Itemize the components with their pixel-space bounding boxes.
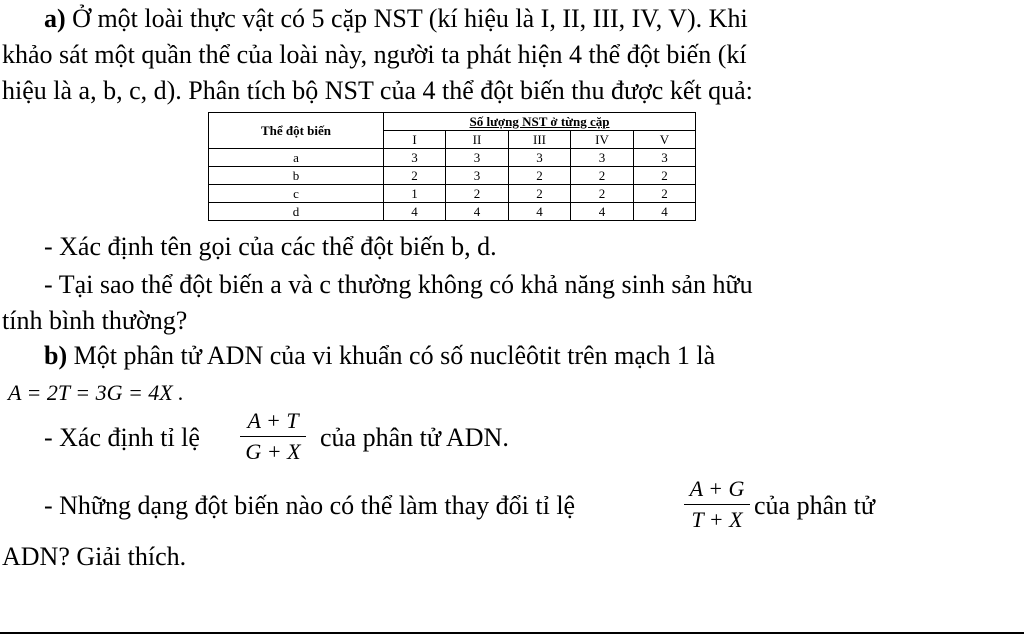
part-a-line-1: a) Ở một loài thực vật có 5 cặp NST (kí hiệu là I, II, III, IV, V). Khi [44,4,748,33]
pair-header: I [384,131,446,149]
table-cell: 3 [509,149,571,167]
part-a-question-2-line-1: - Tại sao thể đột biến a và c thường không có khả năng sinh sản hữu [44,270,753,299]
table-cell: 1 [384,185,446,203]
part-b-question-2-prefix: - Những dạng đột biến nào có thể làm thay đổi tỉ lệ [44,491,576,520]
part-a-line-2: khảo sát một quần thể của loài này, người ta phát hiện 4 thể đột biến (kí [2,40,747,69]
part-a-question-1: - Xác định tên gọi của các thể đột biến b, d. [44,232,497,261]
table-cell: 4 [571,203,634,221]
ratio-numerator: A + T [240,408,306,437]
mutant-type: a [209,149,384,167]
ratio-ag-tx [684,476,750,533]
table-cell: 4 [384,203,446,221]
table-cell: 2 [571,167,634,185]
pair-header: V [634,131,696,149]
ratio-denominator: G + X [245,439,301,464]
mutant-type: d [209,203,384,221]
ratio-denominator: T + X [691,507,743,532]
part-b-question-2-suffix: của phân tử [754,491,875,520]
table-row [209,149,696,167]
nucleotide-equation: A = 2T = 3G = 4X . [8,380,184,405]
table-cell: 2 [509,185,571,203]
table-cell: 3 [446,149,509,167]
bottom-divider [0,632,1024,634]
table-cell: 2 [634,167,696,185]
col-header-group: Số lượng NST ở từng cặp [384,113,696,131]
part-a-question-2-line-2: tính bình thường? [2,306,188,335]
col-header-type: Thể đột biến [209,113,384,149]
table-cell: 2 [384,167,446,185]
ratio-numerator: A + G [684,476,750,505]
table-row [209,167,696,185]
table-cell: 4 [446,203,509,221]
table-cell: 4 [634,203,696,221]
table-row [209,203,696,221]
table-cell: 3 [446,167,509,185]
table-cell: 3 [384,149,446,167]
table-cell: 3 [571,149,634,167]
pair-header: III [509,131,571,149]
table-cell: 4 [509,203,571,221]
table-header-row [209,113,696,131]
part-a-line-3: hiệu là a, b, c, d). Phân tích bộ NST của 4 thể đột biến thu được kết quả: [2,76,753,105]
table-cell: 2 [634,185,696,203]
chromosome-table [208,112,696,221]
ratio-at-gx [240,408,306,465]
part-b-question-1-prefix: - Xác định tỉ lệ [44,423,200,452]
table-cell: 2 [446,185,509,203]
part-b-label: b) [44,341,68,370]
pair-header: IV [571,131,634,149]
pair-header: II [446,131,509,149]
table-row [209,185,696,203]
part-b-question-2-line-2: ADN? Giải thích. [2,542,187,571]
part-b-question-1-suffix: của phân tử ADN. [320,423,509,452]
part-b-line-1: b) Một phân tử ADN của vi khuẩn có số nuclêôtit trên mạch 1 là [44,341,716,370]
mutant-type: b [209,167,384,185]
table-cell: 2 [571,185,634,203]
part-a-label: a) [44,4,66,33]
table-cell: 3 [634,149,696,167]
mutant-type: c [209,185,384,203]
table-cell: 2 [509,167,571,185]
